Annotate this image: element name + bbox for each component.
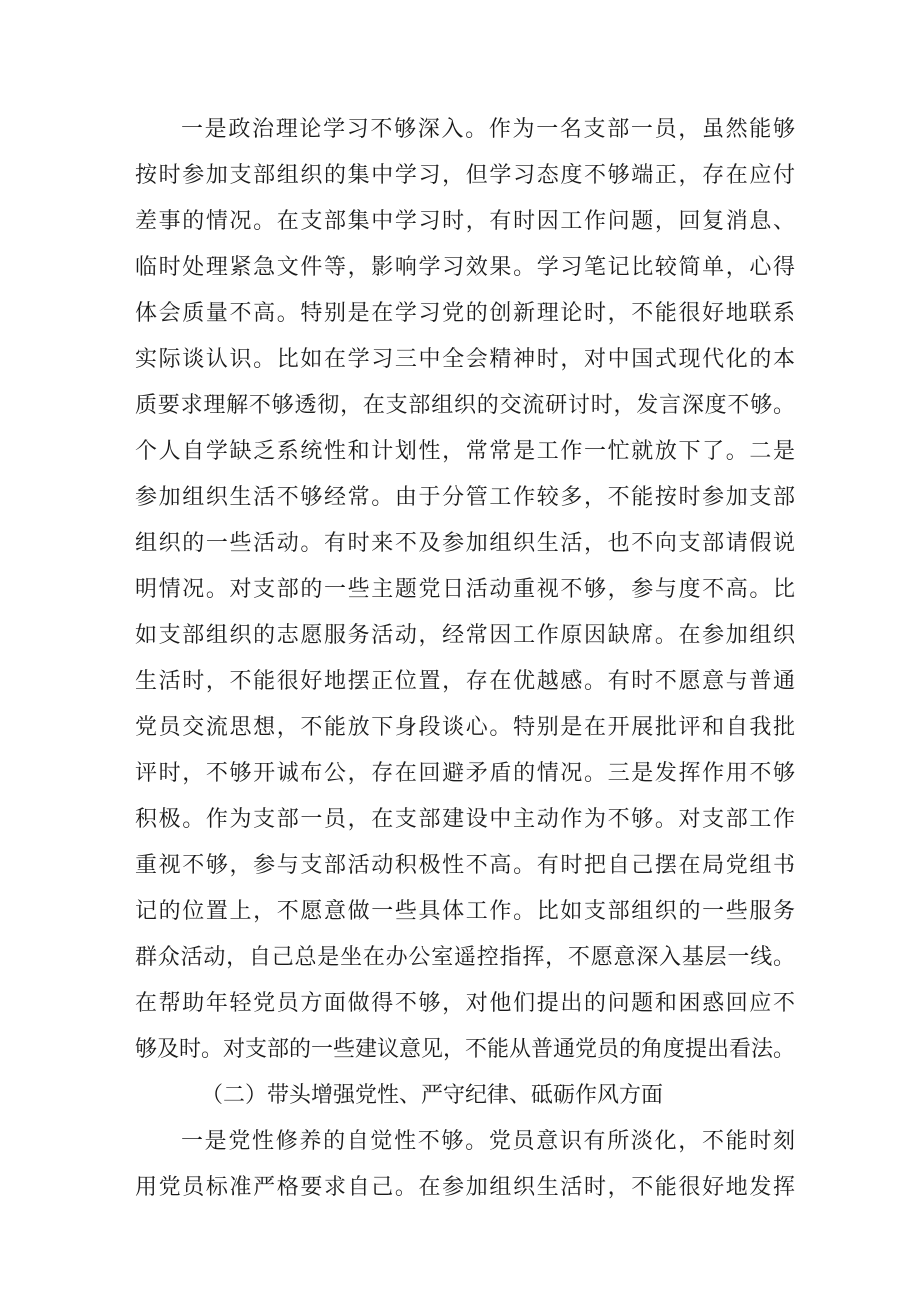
text-line: 参加组织生活不够经常。由于分管工作较多，不能按时参加支部 xyxy=(135,485,795,510)
text-line: 明情况。对支部的一些主题党日活动重视不够，参与度不高。比 xyxy=(135,577,795,602)
text-line: 组织的一些活动。有时来不及参加组织生活，也不向支部请假说 xyxy=(135,531,795,556)
text-line: 差事的情况。在支部集中学习时，有时因工作问题，回复消息、 xyxy=(135,209,795,234)
text-line: 重视不够，参与支部活动积极性不高。有时把自己摆在局党组书 xyxy=(135,853,795,878)
section-heading: （二）带头增强党性、严守纪律、砥砺作风方面 xyxy=(201,1083,664,1108)
text-line: 个人自学缺乏系统性和计划性，常常是工作一忙就放下了。二是 xyxy=(135,439,795,464)
text-line: 够及时。对支部的一些建议意见，不能从普通党员的角度提出看法。 xyxy=(135,1037,795,1062)
text-line: 一是党性修养的自觉性不够。党员意识有所淡化，不能时刻 xyxy=(181,1129,795,1154)
text-line: 按时参加支部组织的集中学习，但学习态度不够端正，存在应付 xyxy=(135,163,795,188)
text-line: 用党员标准严格要求自己。在参加组织生活时，不能很好地发挥 xyxy=(135,1175,795,1200)
text-line: 党员交流思想，不能放下身段谈心。特别是在开展批评和自我批 xyxy=(135,715,795,740)
text-line: 临时处理紧急文件等，影响学习效果。学习笔记比较简单，心得 xyxy=(135,255,795,280)
text-line: 评时，不够开诚布公，存在回避矛盾的情况。三是发挥作用不够 xyxy=(135,761,795,786)
text-line: 一是政治理论学习不够深入。作为一名支部一员，虽然能够 xyxy=(181,117,795,142)
text-line: 记的位置上，不愿意做一些具体工作。比如支部组织的一些服务 xyxy=(135,899,795,924)
text-line: 体会质量不高。特别是在学习党的创新理论时，不能很好地联系 xyxy=(135,301,795,326)
text-line: 生活时，不能很好地摆正位置，存在优越感。有时不愿意与普通 xyxy=(135,669,795,694)
text-line: 质要求理解不够透彻，在支部组织的交流研讨时，发言深度不够。 xyxy=(135,393,795,418)
text-line: 实际谈认识。比如在学习三中全会精神时，对中国式现代化的本 xyxy=(135,347,795,372)
text-line: 如支部组织的志愿服务活动，经常因工作原因缺席。在参加组织 xyxy=(135,623,795,648)
text-line: 在帮助年轻党员方面做得不够，对他们提出的问题和困惑回应不 xyxy=(135,991,795,1016)
text-line: 积极。作为支部一员，在支部建设中主动作为不够。对支部工作 xyxy=(135,807,795,832)
text-line: 群众活动，自己总是坐在办公室遥控指挥，不愿意深入基层一线。 xyxy=(135,945,795,970)
